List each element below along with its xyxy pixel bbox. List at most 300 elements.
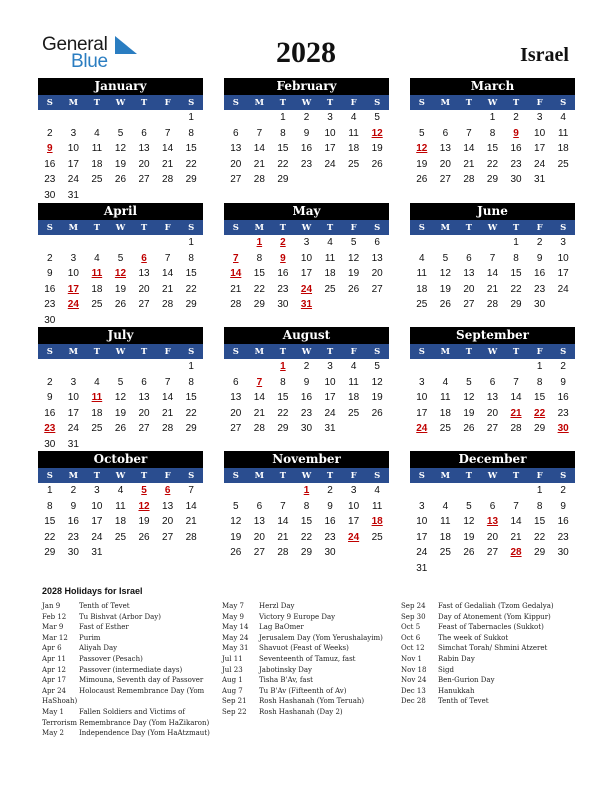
- day: 2: [47, 252, 53, 264]
- holiday-name: Fast of Gedaliah (Tzom Gedalya): [438, 602, 554, 610]
- holiday-name: Seventeenth of Tamuz, fast: [259, 654, 356, 663]
- weekday-label: W: [115, 347, 126, 357]
- day: 31: [324, 423, 336, 434]
- weekday-label: S: [232, 347, 239, 357]
- day: 16: [510, 143, 522, 154]
- day: 23: [67, 531, 79, 543]
- weekday-label: T: [326, 471, 334, 481]
- day: 24: [67, 174, 79, 185]
- day: 6: [489, 376, 496, 388]
- day: 10: [67, 392, 79, 403]
- day: 8: [47, 500, 53, 512]
- weekday-label: W: [301, 223, 312, 233]
- day: 9: [303, 376, 310, 388]
- holiday-item: [401, 601, 573, 612]
- holiday-date: Sep 21: [222, 697, 247, 706]
- month-december: [410, 451, 575, 576]
- holiday-name: Shavuot (Feast of Weeks): [259, 644, 349, 653]
- month-april: [38, 203, 203, 328]
- day: 3: [303, 237, 310, 248]
- holiday-item: [42, 622, 214, 633]
- day: 19: [439, 283, 451, 295]
- day: 9: [303, 127, 310, 139]
- day: 19: [114, 407, 127, 419]
- day: 18: [91, 158, 103, 170]
- holiday-day: 12: [138, 500, 150, 512]
- day: 25: [348, 407, 360, 419]
- weekday-header: [410, 95, 575, 110]
- holiday-day: 31: [300, 299, 313, 310]
- day: 15: [277, 392, 289, 403]
- weekday-label: S: [374, 347, 381, 357]
- empty-cell: [156, 110, 180, 126]
- weekday-label: T: [140, 98, 148, 108]
- holiday-item: [222, 696, 394, 707]
- holiday-item: [42, 601, 214, 612]
- day: 24: [416, 547, 428, 558]
- day: 1: [47, 485, 53, 496]
- weekday-label: T: [93, 98, 101, 108]
- empty-cell: [248, 359, 272, 375]
- day: 7: [513, 376, 519, 388]
- day: 10: [557, 252, 569, 264]
- day: 16: [300, 392, 313, 403]
- day: 20: [486, 407, 499, 419]
- day: 8: [188, 127, 194, 139]
- day: 18: [324, 268, 336, 279]
- day: 20: [253, 531, 265, 543]
- holiday-date: May 24: [222, 633, 249, 642]
- day: 10: [348, 500, 360, 512]
- day: 26: [416, 174, 428, 185]
- weekday-label: W: [115, 223, 126, 233]
- brand-logo: [42, 34, 152, 74]
- day: 18: [439, 407, 451, 419]
- day: 9: [327, 500, 333, 512]
- holiday-column-1: [42, 601, 214, 739]
- holiday-name: Ben-Gurion Day: [438, 676, 495, 685]
- day: 30: [277, 299, 289, 310]
- day: 24: [91, 531, 103, 543]
- holiday-item: [222, 665, 394, 676]
- day: 15: [185, 143, 197, 154]
- day: 26: [114, 423, 127, 434]
- day: 4: [327, 237, 333, 248]
- holiday-day: 12: [416, 143, 428, 154]
- empty-cell: [224, 359, 248, 375]
- day: 11: [348, 376, 359, 388]
- day: 27: [486, 547, 499, 558]
- day: 17: [324, 143, 336, 154]
- day: 14: [162, 143, 174, 154]
- day: 19: [138, 516, 150, 527]
- weekday-label: T: [140, 471, 148, 481]
- holiday-day: 12: [114, 268, 127, 279]
- day: 4: [350, 112, 357, 123]
- day: 30: [44, 438, 56, 450]
- day: 24: [534, 158, 546, 170]
- day: 23: [44, 174, 56, 185]
- day: 22: [185, 158, 197, 170]
- day: 10: [534, 127, 546, 139]
- day: 25: [91, 423, 103, 434]
- weekday-label: T: [512, 471, 520, 481]
- holiday-day: 2: [280, 237, 286, 248]
- day: 28: [230, 299, 242, 310]
- empty-cell: [481, 359, 505, 375]
- logo-word-general: General: [42, 34, 108, 55]
- empty-cell: [481, 483, 505, 499]
- day: 28: [162, 423, 174, 434]
- day: 6: [233, 127, 239, 139]
- day: 3: [560, 237, 566, 248]
- weekday-label: S: [188, 347, 195, 357]
- holiday-day: 5: [141, 485, 147, 496]
- weekday-label: T: [279, 347, 287, 357]
- day: 10: [324, 376, 336, 388]
- holiday-item: [401, 612, 573, 623]
- day: 17: [348, 516, 360, 527]
- country-name: Israel: [520, 44, 569, 66]
- day-grid: [38, 110, 203, 203]
- day: 23: [324, 531, 336, 543]
- day: 29: [277, 174, 289, 185]
- month-title: September: [410, 327, 575, 344]
- day: 25: [348, 158, 360, 170]
- day: 29: [44, 547, 56, 558]
- holiday-day: 18: [371, 516, 383, 527]
- day: 22: [44, 531, 56, 543]
- day: 14: [185, 500, 197, 512]
- day: 22: [277, 407, 289, 419]
- day: 27: [162, 531, 174, 543]
- weekday-label: F: [350, 98, 357, 108]
- holiday-name: Passover (intermediate days): [79, 665, 183, 674]
- day: 10: [416, 516, 428, 527]
- weekday-header: [410, 468, 575, 483]
- weekday-label: T: [465, 223, 473, 233]
- day: 11: [91, 143, 103, 154]
- day: 13: [162, 500, 174, 512]
- day: 21: [486, 283, 499, 295]
- weekday-header: [38, 95, 203, 110]
- month-title: April: [38, 203, 203, 220]
- holiday-day: 17: [67, 283, 79, 295]
- day: 18: [439, 531, 451, 543]
- empty-cell: [410, 483, 434, 499]
- day: 4: [442, 500, 449, 512]
- day: 14: [253, 392, 265, 403]
- month-title: December: [410, 451, 575, 468]
- day: 29: [534, 547, 546, 558]
- holiday-day: 1: [303, 485, 310, 496]
- day: 17: [67, 407, 79, 419]
- weekday-label: S: [560, 471, 567, 481]
- day: 13: [253, 516, 265, 527]
- day: 13: [230, 143, 242, 154]
- weekday-label: T: [140, 223, 148, 233]
- day: 21: [253, 158, 265, 170]
- empty-cell: [62, 110, 86, 126]
- weekday-label: M: [68, 98, 79, 108]
- weekday-header: [38, 344, 203, 359]
- holiday-date: Apr 24: [42, 686, 67, 695]
- holiday-name: Rosh Hashanah (Day 2): [259, 707, 343, 716]
- day: 19: [371, 392, 383, 403]
- weekday-label: F: [164, 347, 171, 357]
- empty-cell: [38, 359, 62, 375]
- day-grid: [38, 359, 203, 452]
- day: 31: [67, 438, 79, 450]
- day: 15: [486, 143, 499, 154]
- day: 8: [489, 127, 496, 139]
- day-grid: [410, 483, 575, 576]
- day: 2: [47, 376, 53, 388]
- weekday-label: W: [301, 98, 312, 108]
- day: 7: [489, 252, 496, 264]
- day: 27: [463, 299, 475, 310]
- empty-cell: [224, 110, 248, 126]
- weekday-label: M: [440, 471, 451, 481]
- day: 9: [47, 268, 53, 279]
- weekday-label: W: [487, 347, 498, 357]
- day: 17: [416, 531, 428, 543]
- day: 10: [416, 392, 428, 403]
- empty-cell: [248, 110, 272, 126]
- day: 1: [536, 361, 543, 372]
- holiday-date: Nov 18: [401, 665, 427, 674]
- empty-cell: [457, 359, 481, 375]
- day: 23: [300, 158, 313, 170]
- holiday-day: 24: [300, 283, 313, 295]
- day: 26: [371, 407, 383, 419]
- holiday-item: [401, 675, 573, 686]
- weekday-label: S: [418, 98, 425, 108]
- day: 10: [300, 252, 313, 264]
- empty-cell: [224, 483, 248, 499]
- day: 29: [277, 423, 289, 434]
- day: 6: [141, 376, 147, 388]
- day: 31: [91, 547, 103, 558]
- day: 21: [463, 158, 475, 170]
- holiday-date: Dec 28: [401, 697, 426, 706]
- day: 28: [510, 423, 522, 434]
- day: 1: [536, 485, 543, 496]
- day: 29: [185, 174, 197, 185]
- holiday-name: Tisha B'Av, fast: [259, 676, 313, 685]
- day: 22: [253, 283, 265, 295]
- month-title: August: [224, 327, 389, 344]
- empty-cell: [85, 235, 109, 251]
- holiday-name: Rosh Hashanah (Yom Teruah): [259, 697, 365, 706]
- day-grid: [38, 483, 203, 561]
- day: 3: [94, 485, 100, 496]
- holiday-date: Jan 9: [42, 602, 61, 610]
- holiday-item: [222, 643, 394, 654]
- holiday-date: Mar 12: [42, 633, 68, 642]
- holiday-item: [42, 643, 214, 654]
- holiday-name: Passover (Pesach): [79, 654, 143, 663]
- day: 16: [557, 392, 569, 403]
- day: 28: [185, 531, 197, 543]
- holiday-date: Oct 6: [401, 633, 421, 642]
- empty-cell: [481, 235, 505, 251]
- day: 24: [557, 283, 569, 295]
- weekday-label: W: [487, 223, 498, 233]
- empty-cell: [156, 235, 180, 251]
- empty-cell: [38, 235, 62, 251]
- holiday-day: 11: [91, 268, 103, 279]
- empty-cell: [132, 110, 156, 126]
- day: 20: [230, 407, 242, 419]
- day: 30: [67, 547, 79, 558]
- day: 22: [510, 283, 522, 295]
- holiday-name: Hanukkah: [438, 686, 475, 695]
- day: 28: [253, 174, 265, 185]
- weekday-label: S: [46, 471, 53, 481]
- holiday-date: Nov 1: [401, 654, 422, 663]
- weekday-header: [224, 468, 389, 483]
- weekday-label: F: [536, 347, 543, 357]
- holiday-day: 13: [486, 516, 499, 527]
- day: 19: [114, 158, 127, 170]
- day: 2: [560, 485, 566, 496]
- day: 21: [162, 158, 174, 170]
- holiday-name: Independence Day (Yom HaAtzmaut): [79, 729, 210, 738]
- day: 15: [44, 516, 56, 527]
- day: 5: [233, 500, 239, 512]
- holiday-name: Lag BaOmer: [259, 623, 304, 632]
- day: 4: [419, 252, 425, 264]
- weekday-header: [224, 95, 389, 110]
- holiday-date: May 31: [222, 644, 249, 653]
- day: 6: [256, 500, 263, 512]
- holiday-date: Oct 12: [401, 644, 425, 653]
- day: 26: [463, 547, 475, 558]
- day: 21: [230, 283, 242, 295]
- weekday-label: F: [164, 223, 171, 233]
- day: 22: [185, 283, 197, 295]
- day: 30: [300, 423, 313, 434]
- day: 29: [486, 174, 499, 185]
- day: 17: [534, 143, 546, 154]
- day: 1: [188, 237, 194, 248]
- empty-cell: [504, 483, 528, 499]
- holiday-item: [222, 633, 394, 644]
- holiday-name: Jabotinsky Day: [259, 665, 312, 674]
- day: 4: [94, 376, 100, 388]
- holiday-date: May 9: [222, 612, 244, 621]
- day: 15: [510, 268, 522, 279]
- month-march: [410, 78, 575, 188]
- holiday-item: [42, 675, 214, 686]
- calendar-year: 2028: [276, 36, 336, 69]
- day: 23: [277, 283, 289, 295]
- day: 9: [536, 252, 543, 264]
- day: 2: [327, 485, 333, 496]
- holiday-date: Apr 6: [42, 644, 62, 653]
- day: 22: [486, 158, 499, 170]
- day: 14: [510, 392, 522, 403]
- day: 18: [557, 143, 569, 154]
- day: 26: [463, 423, 475, 434]
- day: 2: [536, 237, 543, 248]
- holiday-day: 1: [280, 361, 286, 372]
- day: 13: [138, 143, 150, 154]
- day: 17: [91, 516, 103, 527]
- day: 11: [557, 127, 569, 139]
- month-september: [410, 327, 575, 437]
- day: 9: [560, 500, 566, 512]
- day: 1: [489, 112, 496, 123]
- day: 2: [303, 361, 310, 372]
- day: 11: [371, 500, 383, 512]
- day: 25: [114, 531, 127, 543]
- holiday-day: 9: [280, 252, 286, 264]
- weekday-label: M: [440, 223, 451, 233]
- day: 21: [185, 516, 197, 527]
- day: 28: [253, 423, 265, 434]
- holiday-column-2: [222, 601, 394, 718]
- day: 27: [230, 423, 242, 434]
- day: 3: [70, 376, 77, 388]
- day: 24: [67, 423, 79, 434]
- day: 20: [463, 283, 475, 295]
- holiday-date: Apr 17: [42, 676, 67, 685]
- day: 22: [534, 531, 546, 543]
- weekday-header: [410, 344, 575, 359]
- month-july: [38, 327, 203, 452]
- holiday-item: [42, 612, 214, 623]
- empty-cell: [410, 110, 434, 126]
- day: 16: [44, 158, 56, 170]
- day: 2: [303, 112, 310, 123]
- empty-cell: [132, 235, 156, 251]
- day: 17: [300, 268, 313, 279]
- day: 7: [188, 485, 194, 496]
- weekday-label: T: [326, 347, 334, 357]
- day-grid: [224, 110, 389, 188]
- day: 4: [374, 485, 380, 496]
- day: 3: [350, 485, 357, 496]
- holiday-name: Tenth of Tevet: [79, 602, 130, 610]
- day: 1: [513, 237, 519, 248]
- holiday-item: [42, 654, 214, 665]
- weekday-label: S: [374, 98, 381, 108]
- day: 30: [510, 174, 522, 185]
- empty-cell: [62, 235, 86, 251]
- holiday-date: May 7: [222, 602, 244, 610]
- day: 5: [466, 500, 472, 512]
- holiday-day: 14: [230, 268, 242, 279]
- day: 12: [348, 252, 360, 264]
- month-title: May: [224, 203, 389, 220]
- day: 22: [300, 531, 313, 543]
- day: 22: [185, 407, 197, 419]
- weekday-label: W: [115, 98, 126, 108]
- weekday-label: S: [418, 223, 425, 233]
- weekday-label: S: [560, 223, 567, 233]
- day: 5: [350, 237, 357, 248]
- day-grid: [224, 483, 389, 561]
- day: 2: [47, 127, 53, 139]
- holiday-day: 9: [47, 143, 53, 154]
- day: 7: [164, 127, 171, 139]
- day: 5: [442, 252, 449, 264]
- weekday-header: [38, 220, 203, 235]
- day: 23: [300, 407, 313, 419]
- holiday-day: 7: [256, 376, 263, 388]
